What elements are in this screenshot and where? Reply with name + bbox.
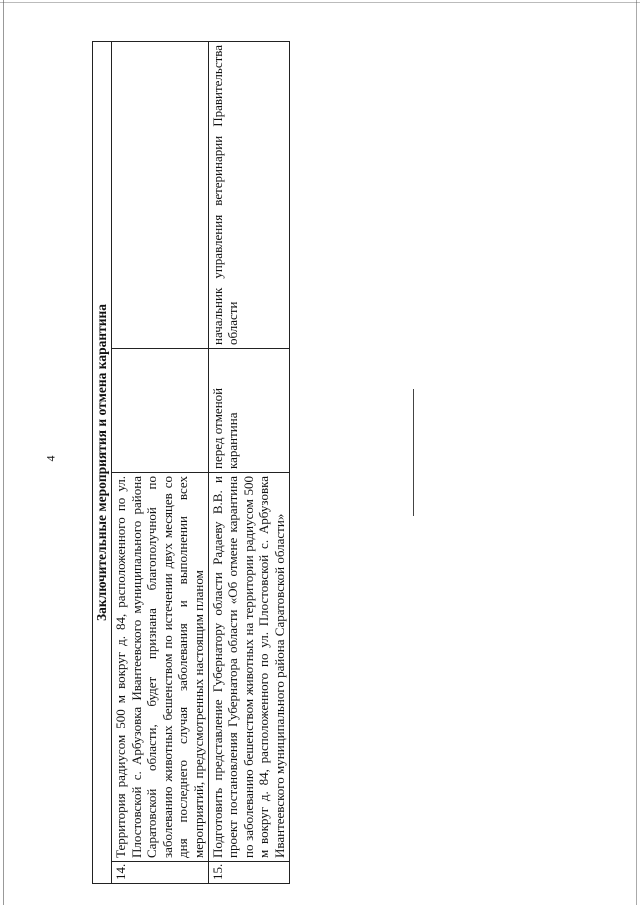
scan-edge-left: [3, 0, 4, 905]
row-number: 14.: [112, 862, 209, 884]
table-row: [112, 41, 209, 883]
section-title: Заключительные мероприятия и отмена карантина: [93, 41, 112, 883]
page-number: 4: [43, 455, 58, 462]
scan-edge-right: [636, 0, 637, 905]
rotated-table-container: [92, 42, 368, 884]
row-deadline: перед отменой карантина: [208, 349, 289, 473]
measures-table: [92, 41, 290, 884]
row-responsible: [112, 41, 209, 348]
row-deadline: [112, 349, 209, 473]
row-number: 15.: [208, 862, 289, 884]
row-task: Территория радиусом 500 м вокруг д. 84, расположенного по ул. Плостовской с. Арбузовка Ивантеевского муниципального района Саратовской области, будет признана благополучной по заболеванию животных бешенством по истечении двух месяцев со дня последнего случая заболевания и выполнении всех мероприятий, предусмотренных настоящим планом: [112, 473, 209, 862]
table-row: [208, 41, 289, 883]
section-header-row: [93, 41, 112, 883]
closing-rule-line: [413, 389, 414, 516]
row-responsible: начальник управления ветеринарии Правительства области: [208, 41, 289, 348]
scan-edge-top: [0, 2, 640, 3]
row-task: Подготовить представление Губернатору области Радаеву В.В. и проект постановления Губернатора области «Об отмене карантина по заболеванию бешенством животных на территории радиусом 500 м вокруг д. 84, расположенного по ул. Плостовской с. Арбузовка Ивантеевского муниципального района Саратовской области»: [208, 473, 289, 862]
